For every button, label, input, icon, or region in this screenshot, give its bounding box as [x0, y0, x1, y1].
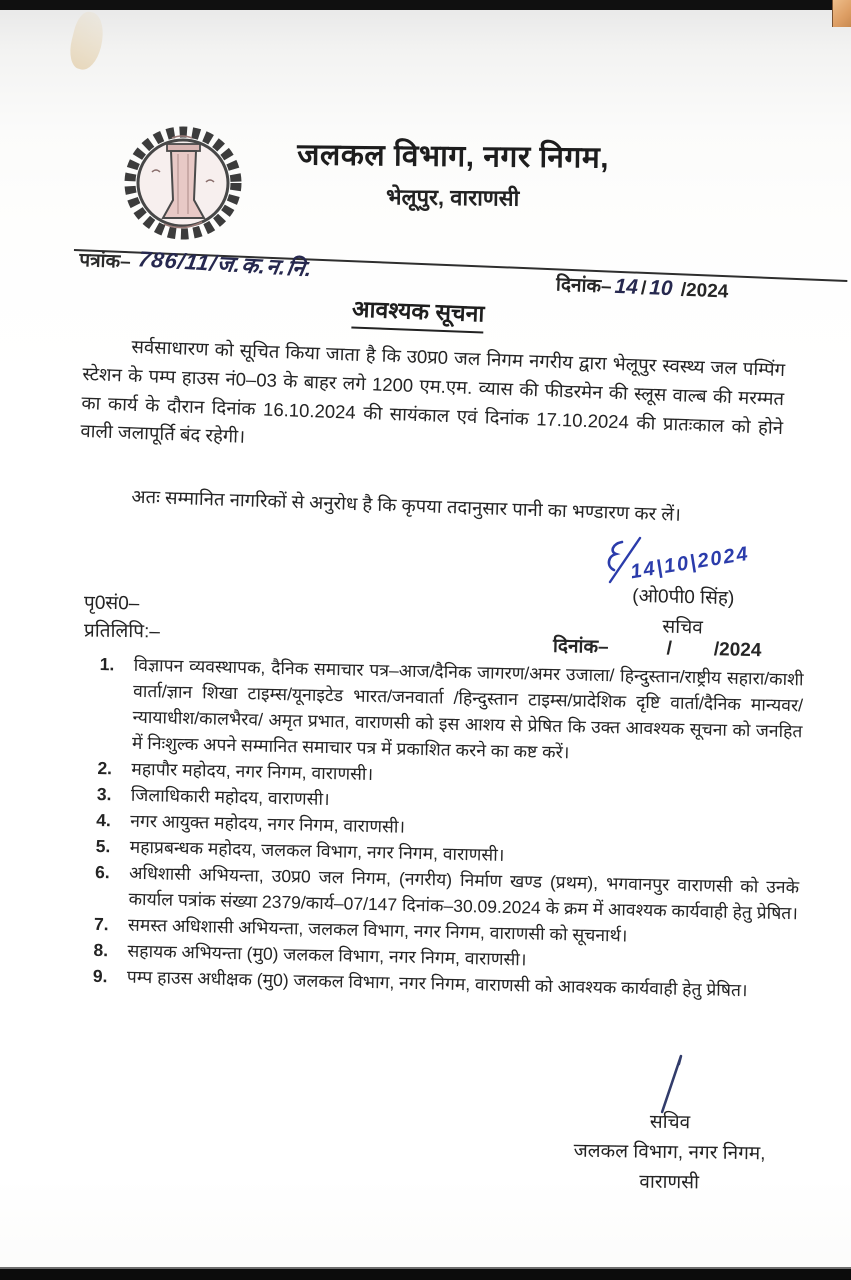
copy-date-label: दिनांक–: [552, 635, 609, 658]
footer-signer-title: सचिव: [649, 1111, 691, 1134]
signer-name: (ओ0पी0 सिंह): [632, 585, 735, 610]
signer-block: [587, 581, 778, 641]
copy-list-item-number: 5.: [95, 835, 111, 857]
letterhead: [248, 132, 659, 214]
reference-number-line: [79, 243, 314, 282]
notice-title: आवश्यक सूचना: [351, 291, 485, 333]
copy-list-item-number: 4.: [96, 809, 112, 831]
copy-list-item-text: अधिशासी अभियन्ता, उ0प्र0 जल निगम, (नगरीय) निर्माण खण्ड (प्रथम), भगवानपुर वाराणसी को उनके कार्याल पत्रांक संख्या 2379/कार्य–07/147 दिनांक–30.09.2024 के क्रम में आवश्यक कार्यवाही हेतु प्रेषित।: [128, 862, 800, 924]
copy-recipients-list: [93, 651, 804, 1004]
date-sep2: /: [680, 279, 687, 301]
date-month-handwritten: 10: [648, 276, 674, 301]
copy-list-item-number: 7.: [93, 913, 109, 935]
signature-stroke-icon: [640, 1052, 701, 1115]
copy-list-item-text: सहायक अभियन्ता (मु0) जलकल विभाग, नगर निगम, वाराणसी।: [127, 940, 527, 970]
copy-date-year: /2024: [713, 639, 762, 662]
date-label: दिनांक–: [555, 274, 613, 298]
copy-date-sep1: /: [666, 638, 673, 660]
copy-list-item-text: महापौर महोदय, नगर निगम, वाराणसी।: [131, 758, 374, 784]
footer-place: वाराणसी: [639, 1171, 700, 1194]
jalkal-emblem-logo: [112, 124, 254, 249]
footer-signature-block: [529, 1050, 811, 1196]
copy-list-item-number: 2.: [97, 757, 113, 779]
copy-list-item-number: 3.: [96, 783, 112, 805]
copy-list-item-number: 9.: [92, 965, 108, 987]
copy-list-item-text: जिलाधिकारी महोदय, वाराणसी।: [130, 784, 330, 810]
photo-top-letterbox-bar: [0, 0, 851, 10]
photo-bottom-letterbox-bar: [0, 1267, 851, 1280]
footer-department: जलकल विभाग, नगर निगम,: [573, 1140, 766, 1165]
paper-smudge: [65, 9, 108, 73]
department-location: भेलूपुर, वाराणसी: [386, 184, 520, 211]
copy-list-item-number: 8.: [93, 939, 109, 961]
date-day-handwritten: 14: [614, 274, 639, 299]
copy-list-item-text: पम्प हाउस अधीक्षक (मु0) जलकल विभाग, नगर निगम, वाराणसी को आवश्यक कार्यवाही हेतु प्रेषित।: [126, 966, 748, 1001]
copy-list-item: [98, 651, 804, 770]
ps-label: पृ0सं0–: [83, 592, 140, 615]
copy-list-item-text: समस्त अधिशासी अभियन्ता, जलकल विभाग, नगर निगम, वाराणसी को सूचनार्थ।: [127, 914, 628, 946]
copy-to-label: प्रतिलिपि:–: [83, 620, 161, 643]
department-title: जलकल विभाग, नगर निगम,: [297, 138, 610, 175]
ref-number-handwritten: 786/11/ज.क.न.नि.: [136, 246, 316, 282]
signature-date-handwritten: 14|10|2024: [628, 542, 752, 584]
copy-list-item-text: नगर आयुक्त महोदय, नगर निगम, वाराणसी।: [130, 810, 406, 837]
date-sep1: /: [640, 277, 647, 300]
copy-list-item-text: विज्ञापन व्यवस्थापक, दैनिक समाचार पत्र–आज/दैनिक जागरण/अमर उजाला/ हिन्दुस्तान/राष्ट्रीय सहारा/काशी वार्ता/ज्ञान शिखा टाइम्स/यूनाइटेड भारत/जनवार्ता /हिन्दुस्तान टाइम्स/प्रादेशिक दृष्टि वार्ता/दैनिक मान्यवर/न्यायाधीश/कालभैरव/ अमृत प्रभात, वाराणसी को इस आशय से प्रेषित कि उक्त आवश्यक सूचना को जनहित में निःशुल्क अपने सम्मानित समाचार पत्र में प्रकाशित करने का कष्ट करें।: [131, 654, 804, 763]
signer-title: सचिव: [662, 616, 704, 639]
gear-water-tower-icon: [112, 124, 254, 244]
ref-label: पत्रांक–: [78, 249, 132, 273]
date-year: 2024: [685, 279, 729, 303]
copy-list-item-text: महाप्रबन्धक महोदय, जलकल विभाग, नगर निगम, वाराणसी।: [129, 836, 505, 865]
copy-list-item-number: 1.: [99, 653, 115, 675]
notice-paragraph-2: अतः सम्मानित नागरिकों से अनुरोध है कि कृपया तदानुसार पानी का भण्डारण कर लें।: [131, 485, 682, 525]
notice-paragraph-1: सर्वसाधारण को सूचित किया जाता है कि उ0प्र0 जल निगम नगरीय द्वारा भेलूपुर स्वस्थ्य जल पम्पिंग स्टेशन के पम्प हाउस नं0–03 के बाहर लगे 1200 एम.एम. व्यास की फीडरमेन की स्लूस वाल्ब की मरम्मत का कार्य के दौरान दिनांक 16.10.2024 की सायंकाल एवं दिनांक 17.10.2024 की प्रातःकाल को होने वाली जलापूर्ति बंद रहेगी।: [80, 335, 786, 448]
copy-list-item-number: 6.: [94, 861, 111, 883]
copy-date-line: [553, 632, 762, 662]
table-corner-patch: [832, 0, 851, 27]
